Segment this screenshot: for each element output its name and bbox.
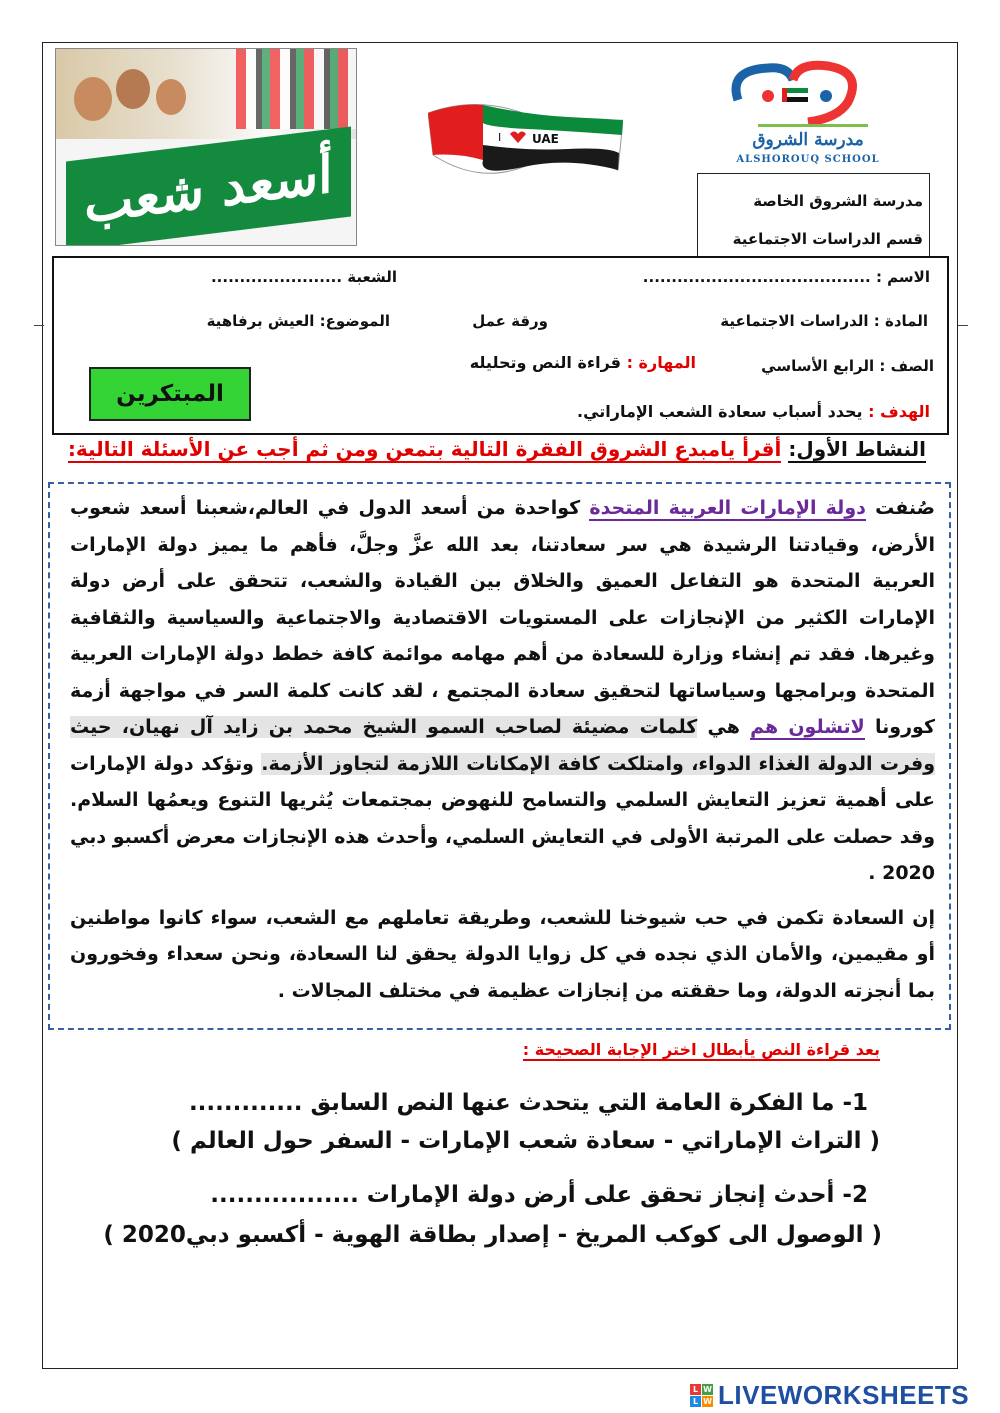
children-photo — [56, 49, 356, 139]
goal-label: الهدف : — [868, 402, 930, 421]
logo-emblem-icon — [698, 60, 918, 130]
svg-text:UAE: UAE — [532, 132, 559, 146]
liveworksheets-logo-icon: L W L W — [690, 1384, 713, 1407]
banner-caption-ribbon — [66, 127, 351, 246]
worksheet-label: ورقة عمل — [472, 312, 548, 330]
question-1-options[interactable]: ( التراث الإماراتي - سعادة شعب الإمارات - السفر حول العالم ) — [171, 1128, 880, 1154]
question-2-options[interactable]: ( الوصول الى كوكب المريخ - إصدار بطاقة الهوية - أكسبو دبي2020 ) — [103, 1222, 882, 1248]
quote-highlight: لاتشلون هم — [750, 716, 865, 738]
goal-line — [577, 402, 930, 421]
passage-paragraph-2: إن السعادة تكمن في حب شيوخنا للشعب، وطريقة تعاملهم مع الشعب، سواء كانوا مواطنين أو مقيمين، والأمان الذي نجده في كل زوايا الدولة يحقق لنا السعادة، ونحن سعداء وفخورون بما أنجزته الدولة، وما حققته من إنجازات عظيمة في مختلف المجالات . — [70, 906, 935, 1002]
subject-line: المادة : الدراسات الاجتماعية — [720, 312, 928, 330]
logo-name-ar: مدرسة الشروق — [752, 130, 864, 150]
uae-flag-icon — [428, 95, 623, 175]
activity-title: النشاط الأول: — [788, 437, 926, 461]
sheikh-quote-highlight: كلمات مضيئة لصاحب السمو الشيخ محمد بن زايد آل نهيان، حيث وفرت الدولة الغذاء الدواء، وامتلكت كافة الإمكانات اللازمة لتجاوز الأزمة. — [70, 716, 935, 775]
skill-value: قراءة النص وتحليله — [469, 353, 621, 372]
school-name: مدرسة الشروق الخاصة — [753, 192, 923, 210]
skill-line — [470, 353, 696, 372]
school-department: قسم الدراسات الاجتماعية — [732, 230, 923, 248]
school-info-box — [697, 173, 930, 257]
banner-caption: أسعد شعب — [84, 143, 333, 235]
logo-name-en: ALSHOROUQ SCHOOL — [736, 154, 880, 165]
activity-instruction: أقرأ يامبدع الشروق الفقرة التالية بتمعن ومن ثم أجب عن الأسئلة التالية: — [67, 437, 782, 461]
uae-highlight: دولة الإمارات العربية المتحدة — [589, 497, 866, 519]
student-name-field[interactable]: الاسم : ........................................ — [642, 268, 930, 286]
liveworksheets-brand: LIVEWORKSHEETS — [718, 1379, 970, 1410]
margin-tick-right — [958, 325, 968, 326]
goal-value: يحدد أسباب سعادة الشعب الإماراتي. — [577, 402, 863, 421]
passage-paragraph-1: صُنفت دولة الإمارات العربية المتحدة كواحدة من أسعد الدول في العالم،شعبنا أسعد شعوب الأرض، وقيادتنا الرشيدة هي سر سعادتنا، بعد الله عزَّ وجلَّ، فأهم ما يميز دولة الإمارات العربية المتحدة هو التفاعل العميق والخلاق بين القيادة والشعب، تتحقق على أرض دولة الإمارات الكثير من الإنجازات على المستويات الاقتصادية والاجتماعية والسياسية والثقافية وغيرها. فقد تم إنشاء وزارة للسعادة من أهم مهامه موائمة كافة خطط دولة الإمارات العربية المتحدة وبرامجها وسياساتها لتحقيق سعادة المجتمع ، لقد كانت كلمة السر في مواجهة أزمة كورونا لاتشلون هم هي كلمات مضيئة لصاحب السمو الشيخ محمد بن زايد آل نهيان، حيث وفرت الدولة الغذاء الدواء، وامتلكت كافة الإمكانات اللازمة لتجاوز الأزمة. وتؤكد دولة الإمارات على أهمية تعزيز التعايش السلمي والتسامح للنهوض بمجتمعات يُثريها التنوع ويعمُها السلام. وقد حصلت على المرتبة الأولى في التعايش السلمي، وأحدث هذه الإنجازات معرض أكسبو دبي 2020 . — [70, 497, 935, 884]
margin-tick-left — [34, 325, 44, 326]
topic-line: الموضوع: العيش برفاهية — [206, 312, 390, 330]
skill-label: المهارة : — [626, 353, 696, 372]
liveworksheets-footer — [690, 1378, 969, 1412]
activity-heading — [68, 437, 926, 461]
question-2: 2- أحدث إنجاز تحقق على أرض دولة الإمارات ................. — [210, 1182, 868, 1208]
section-field[interactable]: الشعبة ....................... — [210, 268, 397, 286]
reading-passage — [48, 482, 951, 1030]
svg-text:I: I — [498, 131, 502, 144]
question-1: 1- ما الفكرة العامة التي يتحدث عنها النص السابق ............. — [188, 1090, 868, 1116]
grade-line: الصف : الرابع الأساسي — [761, 357, 934, 375]
group-name-badge: المبتكرين — [89, 367, 251, 421]
happiest-people-banner — [55, 48, 357, 246]
answer-instruction: بعد قراءة النص يأبطال اختر الإجابة الصحيحة : — [522, 1040, 880, 1059]
school-logo — [698, 60, 918, 165]
